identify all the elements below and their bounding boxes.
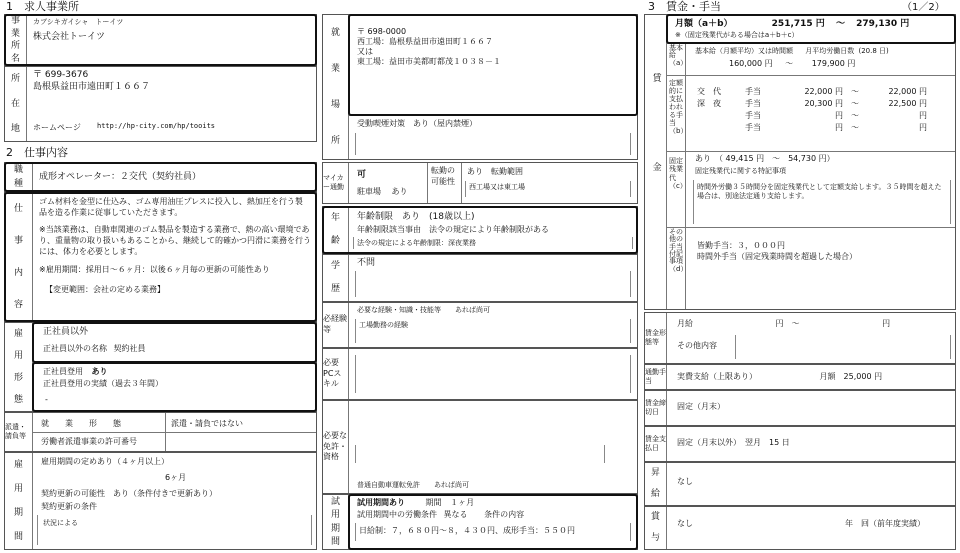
mycar-value: 可 (357, 170, 367, 180)
days-value: (20.8 日) (858, 47, 889, 55)
education-label: 学 歴 (323, 255, 349, 301)
trial-detail: 日給制：７，６８０円～８，４３０円、成形手当：５５０円 (359, 526, 575, 535)
office-name-kana: カブシキガイシャ トーイツ (33, 18, 124, 26)
regular-record-label: 正社員登用の実績（過去３年間） (43, 379, 163, 388)
monthly-min: 251,715 円 (771, 19, 825, 29)
employment-label: 雇 用 形 態 (5, 323, 33, 411)
job-type-label: 職 種 (5, 163, 33, 191)
office-address-block (4, 66, 317, 142)
other-allowance-2: 時間外手当（固定残業時間を超過した場合） (697, 252, 857, 261)
trial-cond-label: 試用期間中の労働条件 (357, 510, 437, 519)
education-value: 不問 (357, 258, 376, 268)
regular-record: - (45, 395, 48, 404)
regular-label: 正社員登用 (43, 367, 83, 376)
allowance-row: 交 代 手当 22,000 円 ～ 22,000 円 (697, 87, 927, 96)
wage-form-label: 賃金形態等 (645, 313, 667, 363)
cutoff-block (644, 390, 956, 426)
base-min: 160,000 円 (729, 59, 773, 68)
mycar-label: マイカー通勤 (323, 163, 349, 203)
allowance-list (697, 87, 947, 135)
wage-form-monthly: 月給 (677, 319, 693, 328)
commute-row (677, 372, 882, 383)
pc-skill-block (322, 348, 638, 400)
workplace-line1: 西工場：島根県益田市遠田町１６６７ (357, 37, 493, 46)
trial-period: １ヶ月 (450, 498, 475, 507)
trial-highlight (348, 494, 638, 550)
cutoff-label: 賃金締切日 (645, 391, 667, 425)
fixed-ot: あり （ 49,415 円 ～ 54,730 円） (695, 154, 835, 163)
office-name: 株式会社トーイツ (33, 32, 106, 42)
workplace-line3: 東工場：益田市美都町都茂１０３８－１ (357, 57, 501, 66)
experience-label: 必経験等 (323, 303, 349, 347)
bonus-count: 年 回（前年度実績） (845, 519, 925, 528)
trial-value: 試用期間あり (357, 498, 405, 507)
bonus-value: なし (677, 519, 693, 528)
section-3-title: 3 賃金・手当 (648, 0, 721, 13)
commute-value: 実費支給（上限あり） (677, 372, 757, 381)
experience-req: 必要な経験・知識・技能等 あれば尚可 (357, 306, 490, 314)
fixed-ot-col-label: 固定残業代（c） (669, 157, 687, 191)
dispatch-form: 派遣・請負ではない (171, 419, 243, 428)
other-allowance-1: 皆勤手当：３，０００円 (697, 241, 785, 250)
mycar-block (322, 162, 638, 204)
dispatch-form-label: 就 業 形 態 (41, 419, 121, 428)
regular-value: あり (91, 367, 108, 376)
age-reason: 年齢制限該当事由 法令の規定により年齢制限がある (357, 225, 549, 234)
wage-block (644, 14, 956, 310)
trial-cond: 異なる (443, 510, 468, 519)
dispatch-label: 派遣・請負等 (5, 413, 33, 451)
period-renewal: 契約更新の可能性 あり（条件付きで更新あり） (41, 489, 217, 498)
section-1-title: 1 求人事業所 (6, 0, 79, 13)
cutoff-value: 固定（月末） (677, 402, 725, 411)
commute-block (644, 364, 956, 390)
raise-value: なし (677, 477, 693, 486)
employment-name-label: 正社員以外の名称 (43, 344, 107, 353)
bonus-label: 賞 与 (645, 507, 667, 549)
fixed-ot-rule: 時間外労働３５時間分を固定残業代として定額支給します。３５時間を超えた場合は、別途法定通り支給します。 (697, 183, 942, 201)
period-label: 雇 用 期 間 (5, 453, 33, 549)
base-col-label: 基本給（a） (669, 44, 688, 67)
payday-block (644, 426, 956, 462)
monthly-label: 月額（a＋b） (675, 19, 733, 29)
parking-value: あり (391, 187, 408, 196)
wage-form-block (644, 312, 956, 364)
employment-name: 契約社員 (113, 344, 146, 353)
base-max: 179,900 円 (811, 59, 856, 68)
workplace-smoking: 受動喫煙対策 あり（屋内禁煙） (357, 119, 477, 128)
bonus-block (644, 506, 956, 550)
age-label: 年 齢 (323, 207, 349, 253)
commute-monthly: 月額 25,000 円 (819, 372, 883, 381)
commute-label: 通勤手当 (645, 365, 667, 389)
education-block (322, 254, 638, 302)
raise-label: 昇 給 (645, 463, 667, 505)
base-label: 基本給（月額平均）又は時間額 (695, 47, 793, 55)
days-label: 月平均労働日数 (805, 47, 855, 55)
page-number: （1／2） (902, 2, 945, 13)
allowance-col-label: 定額的に支払われる手当（b） (669, 79, 688, 136)
dispatch-permit-label: 労働者派遣事業の許可番号 (41, 437, 137, 446)
homepage-url[interactable]: http://hp-city.com/hp/tooits (97, 122, 216, 130)
monthly-tilde: ～ (835, 19, 845, 29)
wage-form-other-label: その他内容 (677, 341, 717, 350)
monthly-highlight (666, 14, 956, 44)
job-content-highlight (4, 192, 317, 322)
office-name-highlight (4, 14, 317, 66)
workplace-postal: 〒 698-0000 (357, 27, 407, 36)
section-2-title: 2 仕事内容 (6, 146, 68, 159)
workplace-highlight (348, 14, 638, 116)
parking-row (357, 187, 408, 198)
other-col-label: その他の手当付記事項（d） (669, 228, 688, 273)
allowance-row: 深 夜 手当 20,300 円 ～ 22,500 円 (697, 99, 927, 108)
transfer-range: 西工場又は東工場 (469, 183, 525, 191)
job-content-p2: ※当該業務は、自動車関連のゴム製品を製造する業務で、熱の高い環境であり、重量物の取り扱いもあることから、継続して的確かつ円滑に業務を行うには、体力を必要とします。 (39, 225, 311, 256)
monthly-note: ※（固定残業代がある場合はa＋b＋c） (675, 31, 799, 39)
employment-regular-highlight (32, 362, 317, 412)
allowance-row: 手当 円 ～ 円 (745, 111, 927, 120)
parking-label: 駐車場 (357, 187, 381, 196)
job-type: 成形オペレーター：２交代（契約社員） (39, 172, 202, 182)
office-postal: 〒 699-3676 (33, 70, 89, 80)
workplace-label: 就 業 場 所 (323, 15, 349, 159)
job-type-highlight (4, 162, 317, 192)
allowance-row: 手当 円 ～ 円 (745, 123, 927, 132)
wage-side-label: 賃金 (645, 15, 667, 309)
period-block (4, 452, 317, 550)
transfer-value: あり 転勤範囲 (467, 167, 523, 176)
employment-type-highlight (32, 322, 317, 363)
period-cond: 状況による (43, 519, 78, 527)
office-address: 島根県益田市遠田町１６６７ (33, 82, 151, 92)
license-value: 普通自動車運転免許 あれば尚可 (357, 481, 469, 489)
monthly-max: 279,130 円 (856, 19, 910, 29)
experience-detail: 工場勤務の経験 (359, 321, 408, 329)
period-defined: 雇用期間の定めあり（４ヶ月以上） (41, 457, 169, 466)
period-length: 6ヶ月 (165, 473, 187, 482)
age-highlight (322, 206, 638, 254)
base-range: 160,000 円 ～ 179,900 円 (729, 59, 856, 68)
dispatch-block (4, 412, 317, 452)
license-label: 必要な免許・資格 (323, 401, 349, 493)
job-content-p4: 【変更範囲：会社の定める業務】 (45, 285, 165, 294)
age-limit: 年齢制限 あり (18歳以上) (357, 212, 475, 222)
base-row (695, 47, 889, 56)
employment-type: 正社員以外 (43, 327, 89, 337)
raise-block (644, 462, 956, 506)
trial-label: 試 用 期 間 (323, 495, 349, 549)
fixed-ot-rule-label: 固定残業代に関する特記事項 (695, 167, 786, 175)
job-content-label: 仕 事 内 容 (5, 193, 33, 321)
payday-value: 固定（月末以外） 翌月 15 日 (677, 438, 790, 447)
pc-skill-label: 必要PCスキル (323, 349, 349, 399)
job-content-p3: ※雇用期間：採用日～６ヶ月：以後６ヶ月毎の更新の可能性あり (39, 265, 270, 274)
homepage-label: ホームページ (33, 123, 81, 132)
period-cond-label: 契約更新の条件 (41, 502, 97, 511)
age-law: 法令の規定による年齢制限：深夜業務 (357, 239, 476, 247)
license-block (322, 400, 638, 494)
job-content-p1: ゴム材料を金型に仕込み、ゴム専用油圧プレスに投入し、熱加圧を行う製品を造る作業に従事していただきます。 (39, 197, 303, 217)
transfer-label: 転勤の可能性 (431, 166, 455, 186)
office-name-label: 事 業 所 名 (5, 15, 27, 65)
wage-form-row: 月給 円 ～ 円 (677, 319, 891, 328)
payday-label: 賃金支払日 (645, 427, 667, 461)
workplace-line2: 又は (357, 47, 373, 56)
trial-period-label: 期間 (425, 498, 442, 507)
office-address-label: 所 在 地 (5, 67, 27, 141)
trial-cond2-label: 条件の内容 (484, 510, 525, 519)
experience-block (322, 302, 638, 348)
